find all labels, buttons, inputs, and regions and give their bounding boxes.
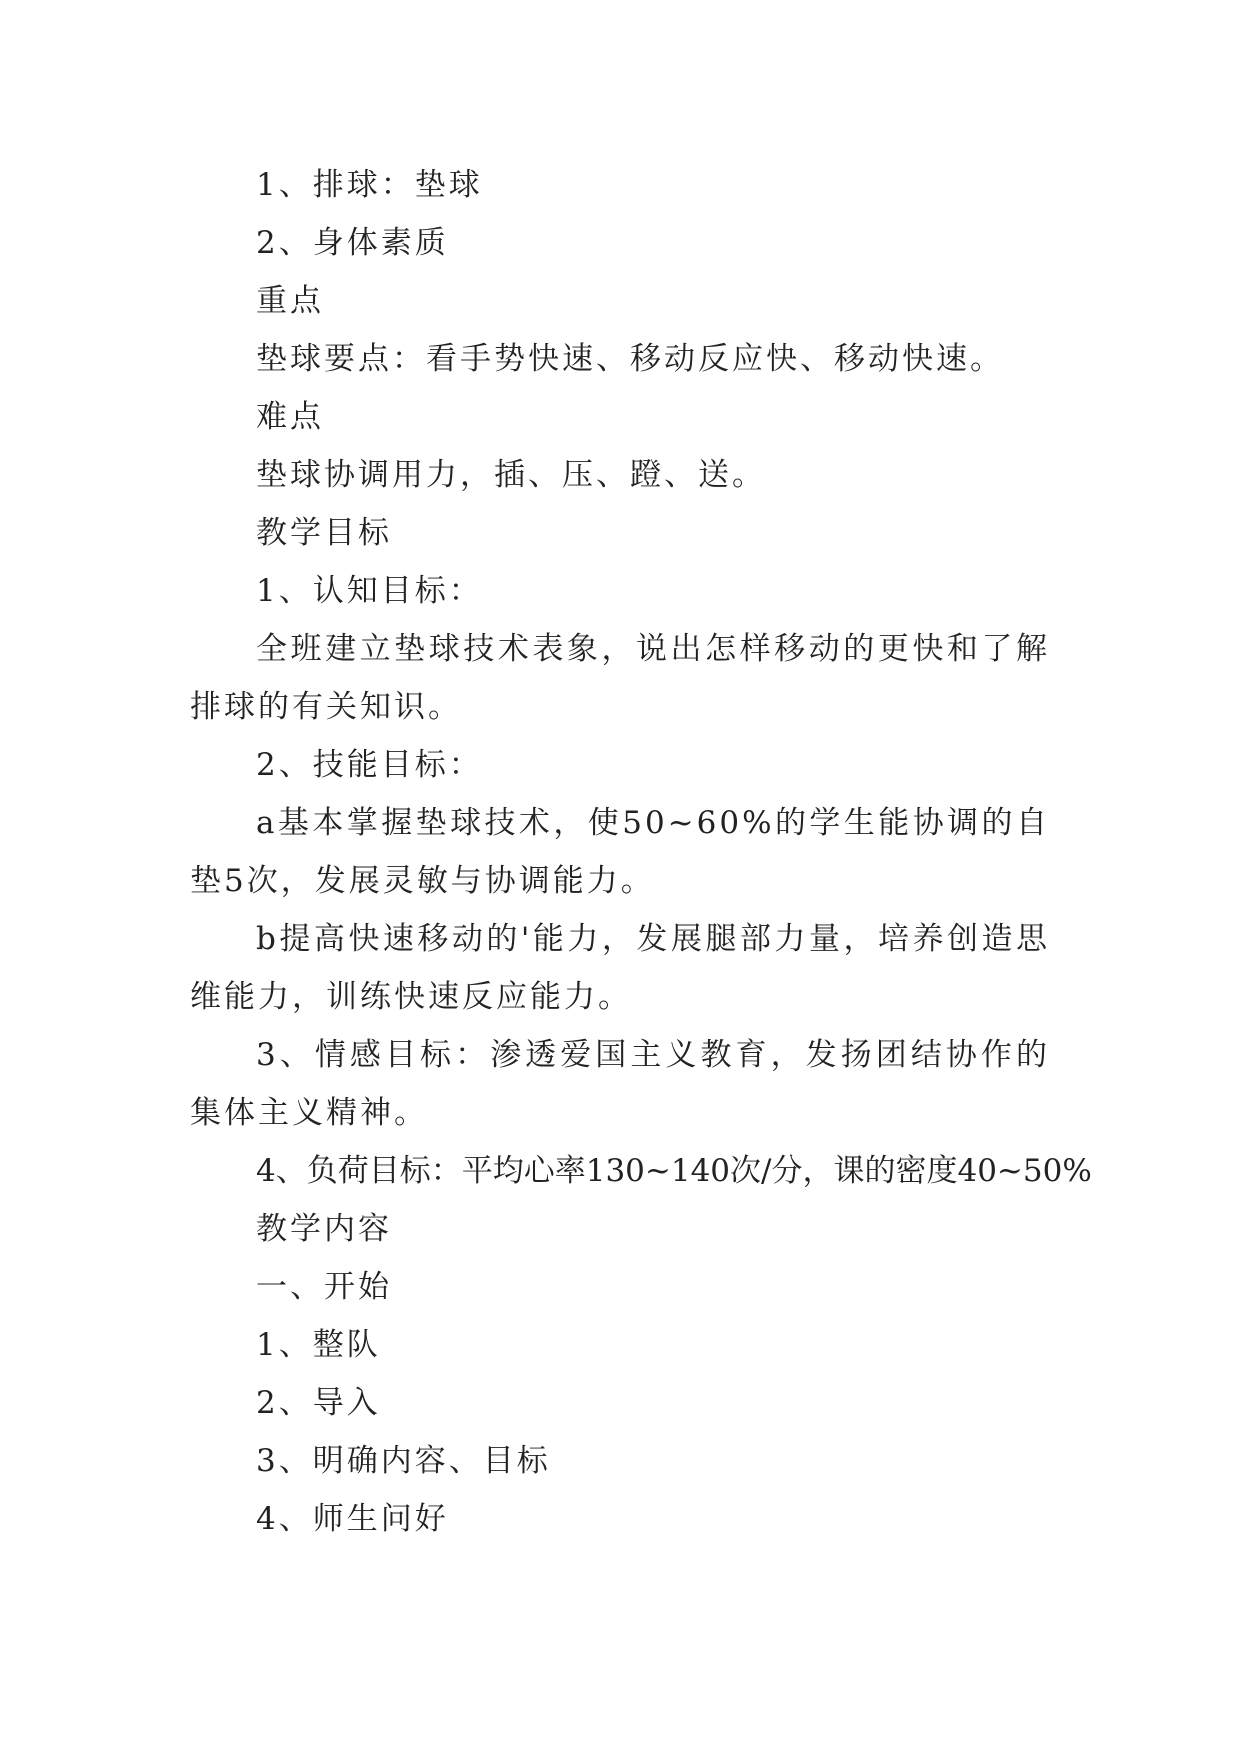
objective-cognitive-text: 全班建立垫球技术表象，说出怎样移动的更快和了解排球的有关知识。 bbox=[190, 631, 1050, 725]
objective-skill-a-text: a基本掌握垫球技术，使50~60%的学生能协调的自垫5次，发展灵敏与协调能力。 bbox=[190, 805, 1050, 899]
list-item-introduction: 2、导入 bbox=[256, 1385, 381, 1421]
key-points-text: 垫球要点：看手势快速、移动反应快、移动快速。 bbox=[256, 341, 1004, 377]
heading-difficulties: 难点 bbox=[256, 399, 324, 435]
list-item-volleyball-dig: 1、排球：垫球 bbox=[256, 167, 483, 203]
list-item-greeting: 4、师生问好 bbox=[256, 1501, 449, 1537]
objective-load-text: 4、负荷目标：平均心率130~140次/分，课的密度40~50% bbox=[256, 1153, 1092, 1189]
heading-teaching-objectives: 教学目标 bbox=[256, 515, 392, 551]
objective-skill-b-text: b提高快速移动的'能力，发展腿部力量，培养创造思维能力，训练快速反应能力。 bbox=[190, 921, 1050, 1015]
document-body bbox=[190, 156, 1092, 1548]
heading-teaching-content: 教学内容 bbox=[256, 1211, 392, 1247]
section-start-heading: 一、开始 bbox=[256, 1269, 392, 1305]
difficulties-text: 垫球协调用力，插、压、蹬、送。 bbox=[256, 457, 766, 493]
objective-emotional-text: 3、情感目标：渗透爱国主义教育，发扬团结协作的集体主义精神。 bbox=[190, 1037, 1050, 1131]
objective-skill-heading: 2、技能目标： bbox=[256, 747, 483, 783]
heading-key-points: 重点 bbox=[256, 283, 324, 319]
objective-cognitive-heading: 1、认知目标： bbox=[256, 573, 483, 609]
list-item-physical-fitness: 2、身体素质 bbox=[256, 225, 449, 261]
list-item-clarify-content: 3、明确内容、目标 bbox=[256, 1443, 551, 1479]
list-item-line-up: 1、整队 bbox=[256, 1327, 381, 1363]
